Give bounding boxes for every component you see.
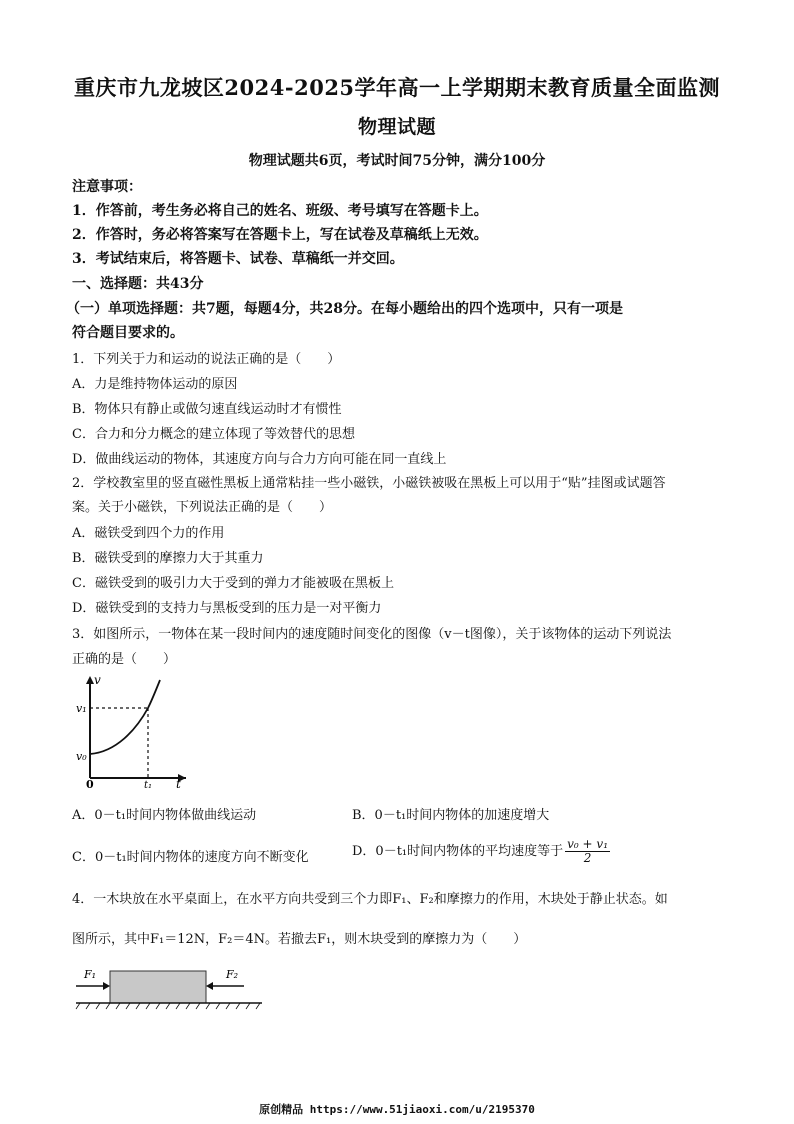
- fraction-denominator: 2: [583, 851, 592, 866]
- note-item: 2．作答时，务必将答案写在答题卡上，写在试卷及草稿纸上无效。: [72, 227, 488, 243]
- note-item: 3．考试结束后，将答题卡、试卷、草稿纸一并交回。: [72, 251, 404, 267]
- q3-option-d-text: D．0－t₁时间内物体的平均速度等于: [352, 844, 564, 860]
- section-instruction-cont: 符合题目要求的。: [72, 325, 184, 341]
- surface-hatching: [76, 1003, 260, 1009]
- exam-info: 物理试题共6页，考试时间75分钟，满分100分: [248, 153, 546, 169]
- block-figure: [72, 960, 272, 1016]
- origin-label: 0: [86, 778, 94, 788]
- q4-stem: 4．一木块放在水平桌面上，在水平方向共受到三个力即F₁、F₂和摩擦力的作用，木块处于静止状态。如: [72, 892, 668, 907]
- fraction-numerator: v₀ + v₁: [567, 837, 609, 851]
- notes-heading: 注意事项：: [72, 179, 142, 195]
- section-instruction: （一）单项选择题：共7题，每题4分，共28分。在每小题给出的四个选项中，只有一项是: [66, 301, 623, 317]
- exam-title: 重庆市九龙坡区2024-2025学年高一上学期期末教育质量全面监测: [73, 75, 721, 100]
- f2-label: F₂: [226, 968, 239, 981]
- vt-curve: [90, 680, 160, 754]
- q1-stem: 1．下列关于力和运动的说法正确的是（ ）: [72, 352, 341, 367]
- q2-option: D．磁铁受到的支持力与黑板受到的压力是一对平衡力: [72, 601, 382, 616]
- q2-option: C．磁铁受到的吸引力大于受到的弹力才能被吸在黑板上: [72, 576, 394, 591]
- q1-option: A．力是维持物体运动的原因: [72, 377, 238, 392]
- q2-stem: 2．学校教室里的竖直磁性黑板上通常粘挂一些小磁铁，小磁铁被吸在黑板上可以用于“贴”挂图或试题答: [72, 476, 666, 491]
- q3-option-b: B．0－t₁时间内物体的加速度增大: [352, 808, 550, 823]
- v-axis-label: v: [94, 673, 101, 687]
- q3-option-a: A．0－t₁时间内物体做曲线运动: [72, 808, 257, 823]
- wood-block: [110, 971, 206, 1003]
- q2-option: A．磁铁受到四个力的作用: [72, 526, 225, 541]
- footer-url[interactable]: 原创精品 https://www.51jiaoxi.com/u/2195370: [259, 1103, 535, 1116]
- q4-stem-cont: 图所示，其中F₁＝12N，F₂＝4N。若撤去F₁，则木块受到的摩擦力为（ ）: [72, 932, 527, 947]
- f1-label: F₁: [84, 968, 97, 981]
- q1-option: C．合力和分力概念的建立体现了等效替代的思想: [72, 427, 355, 442]
- vt-graph: [76, 670, 196, 788]
- q3-stem: 3．如图所示，一物体在某一段时间内的速度随时间变化的图像（v－t图像），关于该物体的运动下列说法: [72, 627, 672, 642]
- q2-option: B．磁铁受到的摩擦力大于其重力: [72, 551, 264, 566]
- q3-option-c: C．0－t₁时间内物体的速度方向不断变化: [72, 850, 309, 865]
- v0-label: v₀: [76, 750, 87, 763]
- q3-stem-cont: 正确的是（ ）: [72, 652, 177, 667]
- t1-label: t₁: [144, 780, 153, 788]
- q3-option-d: [352, 838, 610, 865]
- average-velocity-fraction: [565, 838, 610, 865]
- q1-option: B．物体只有静止或做匀速直线运动时才有惯性: [72, 402, 342, 417]
- q2-stem-cont: 案。关于小磁铁，下列说法正确的是（ ）: [72, 500, 333, 515]
- v1-label: v₁: [76, 702, 87, 715]
- q1-option: D．做曲线运动的物体，其速度方向与合力方向可能在同一直线上: [72, 452, 447, 467]
- exam-subtitle: 物理试题: [357, 116, 436, 138]
- section-heading: 一、选择题：共43分: [72, 276, 204, 292]
- t-axis-label: t: [176, 777, 181, 788]
- note-item: 1．作答前，考生务必将自己的姓名、班级、考号填写在答题卡上。: [72, 203, 488, 219]
